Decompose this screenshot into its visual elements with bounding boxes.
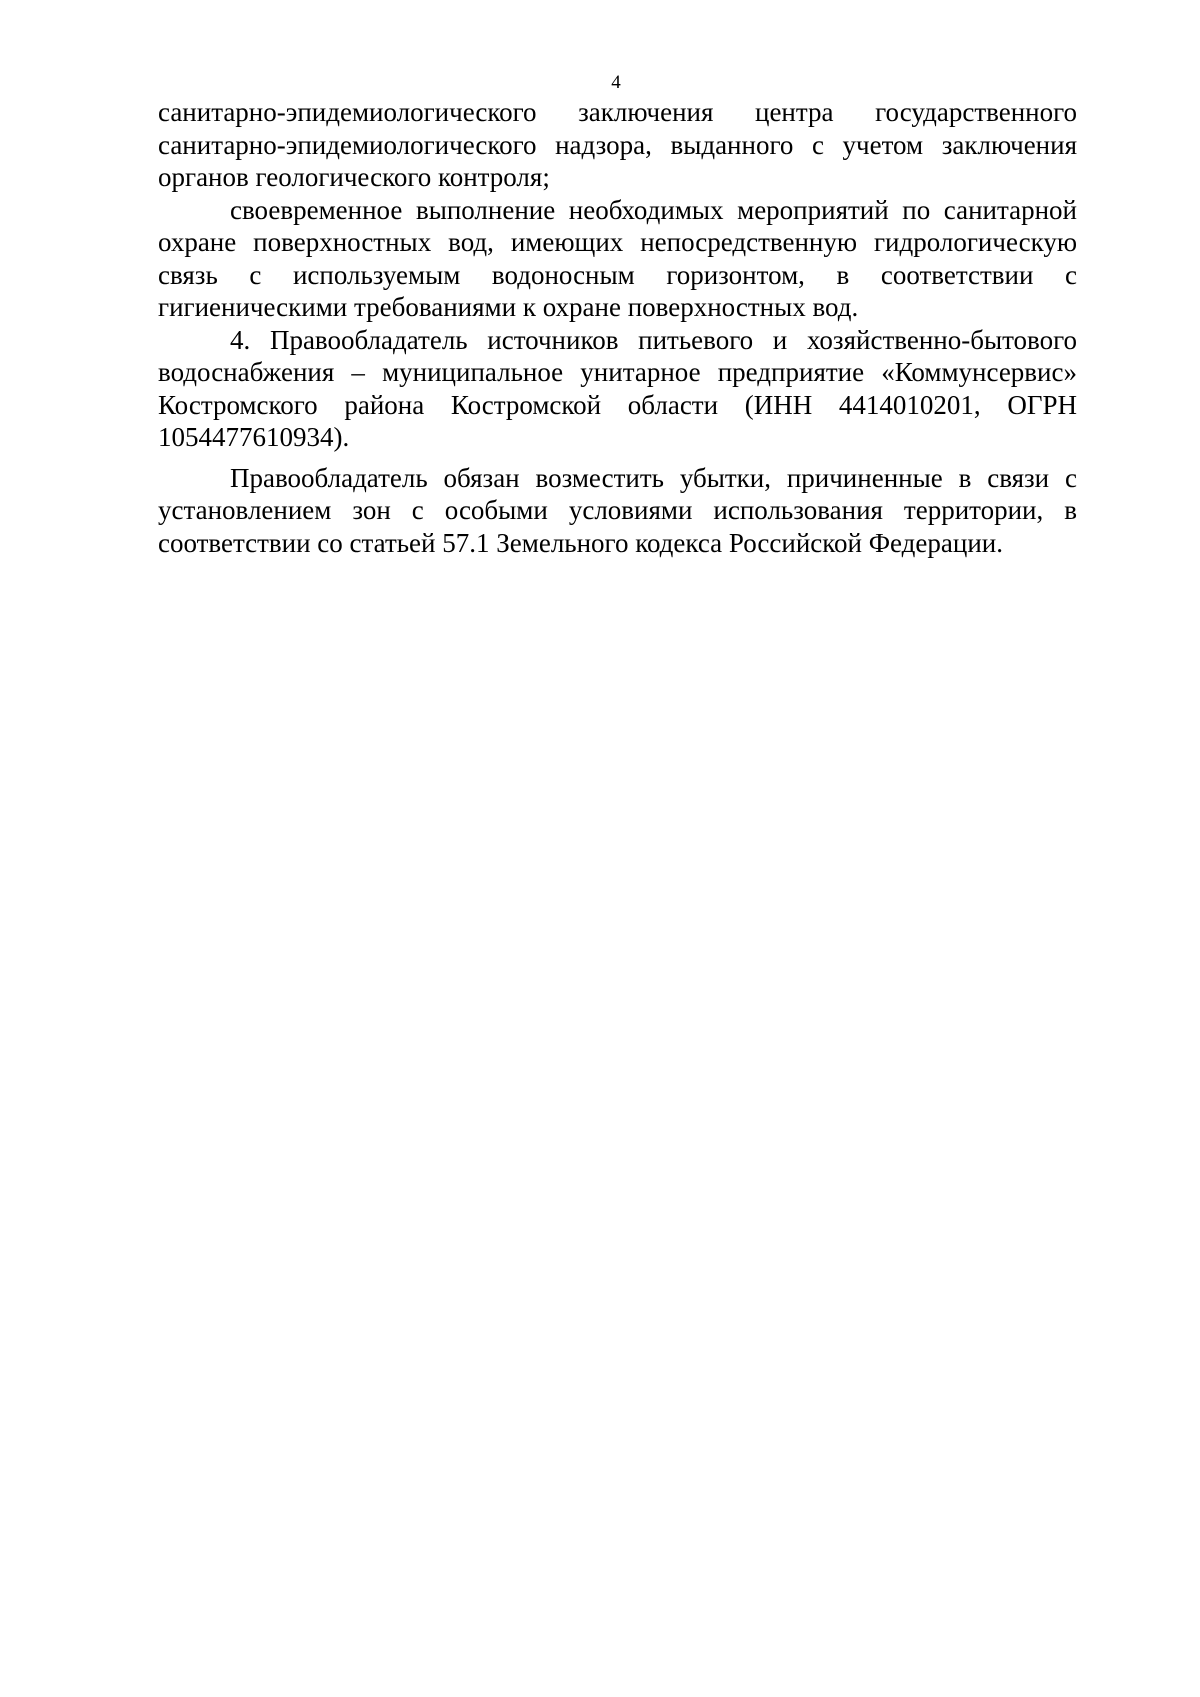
page-number: 4 bbox=[611, 72, 621, 93]
paragraph-rights-holder: 4. Правообладатель источников питьевого и хозяйственно-бытового водоснабжения – муниципальное унитарное предприятие «Коммунсервис» Костромского района Костромской области (ИНН 4414010201, ОГРН 1054477610934). bbox=[158, 324, 1077, 452]
paragraph-continuation: санитарно-эпидемиологического заключения центра государственного санитарно-эпидемиологического надзора, выданного с учетом заключения органов геологического контроля; bbox=[158, 97, 1077, 192]
paragraph-surface-water-protection: своевременное выполнение необходимых мероприятий по санитарной охране поверхностных вод, имеющих непосредственную гидрологическую связь с используемым водоносным горизонтом, в соответствии с гигиеническими требованиями к охране поверхностных вод. bbox=[158, 194, 1077, 322]
paragraph-compensation: Правообладатель обязан возместить убытки, причиненные в связи с установлением зон с особыми условиями использования территории, в соответствии со статьей 57.1 Земельного кодекса Российской Федерации. bbox=[158, 462, 1077, 558]
document-body bbox=[158, 96, 1077, 559]
